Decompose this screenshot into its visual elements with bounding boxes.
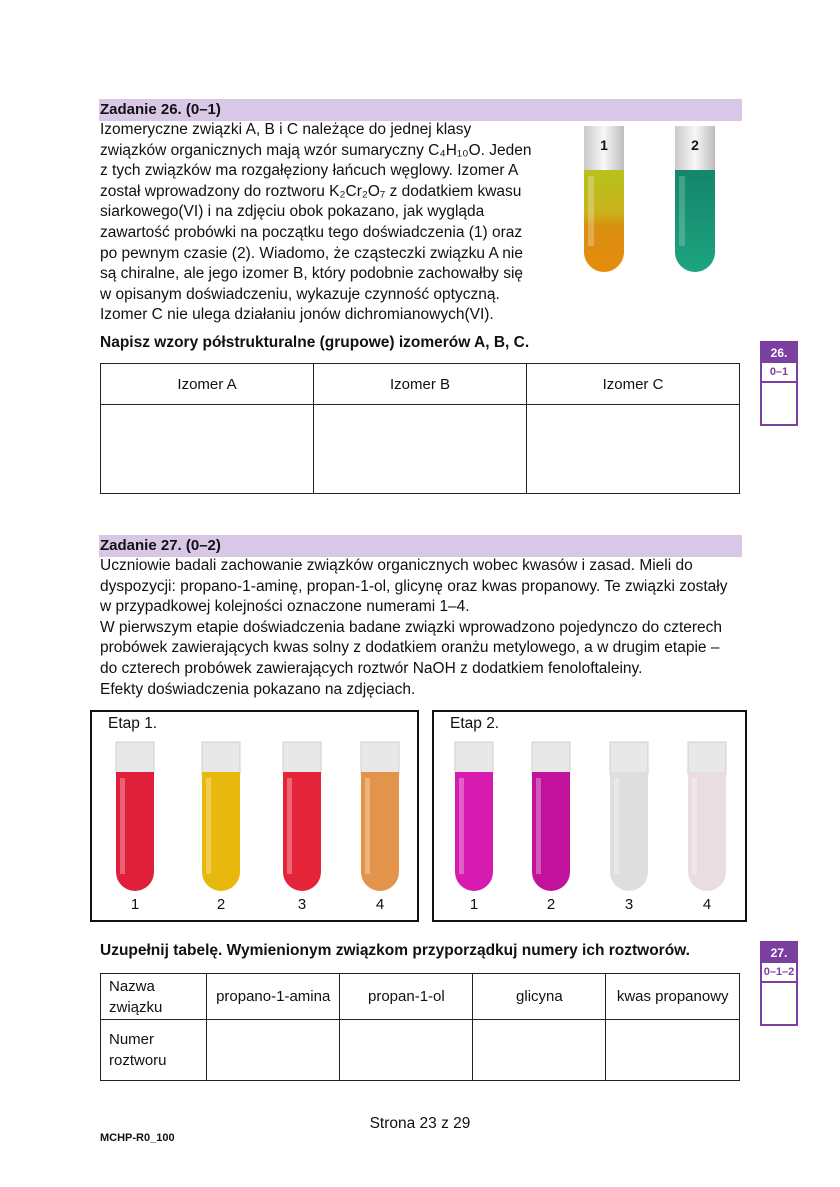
text-line: zawartość probówki na początku tego doświadczenia (1) oraz [100, 223, 523, 241]
task-26-description [100, 120, 531, 326]
test-tube [688, 742, 726, 891]
compound-header: propan-1-ol [340, 974, 473, 1020]
stage-1-tube-number: 3 [297, 896, 307, 913]
isomer-a-answer-cell[interactable] [101, 405, 314, 494]
test-tube [610, 742, 648, 891]
text-line: siarkowego(VI) i na zdjęciu obok pokazano, jak wygląda [100, 203, 485, 221]
text-line: do czterech probówek zawierających roztwór NaOH z dodatkiem fenoloftaleiny. [100, 659, 643, 677]
isomer-a-header: Izomer A [101, 364, 314, 405]
text-line: są chiralne, ale jego izomer B, który podobnie zachowałby się [100, 265, 524, 283]
test-tube [532, 742, 570, 891]
stage-1-tube-number: 4 [375, 896, 385, 913]
tube-highlight [459, 778, 464, 874]
text-line: został wprowadzony do roztworu K₂Cr₂O₇ z dodatkiem kwasu [100, 182, 522, 200]
tube-glass [532, 742, 570, 774]
tube-label-1: 1 [600, 137, 608, 153]
stage-2-label: Etap 2. [450, 715, 500, 732]
test-tube [455, 742, 493, 891]
task-27-header: Zadanie 27. (0–2) [99, 535, 742, 557]
isomer-answer-table [100, 363, 740, 494]
row-label-compound-name: Nazwa związku [101, 974, 207, 1020]
text-line: dyspozycji: propano-1-aminę, propan-1-ol, glicynę oraz kwas propanowy. Te związki zostały [100, 577, 728, 595]
text-line: związków organicznych mają wzór sumaryczny C₄H₁₀O. Jeden [100, 141, 532, 159]
compound-header: kwas propanowy [606, 974, 740, 1020]
stage-1-tube-number: 1 [130, 896, 140, 913]
compound-header: propano-1-amina [207, 974, 340, 1020]
tube-highlight [287, 778, 292, 874]
score-box-26 [760, 341, 798, 426]
text-line: Efekty doświadczenia pokazano na zdjęciach. [100, 680, 416, 698]
test-tube [116, 742, 154, 891]
tube-glass [283, 742, 321, 774]
isomer-b-header: Izomer B [314, 364, 527, 405]
score-task-number: 26. [762, 343, 796, 363]
text-line: w opisanym doświadczeniu, wykazuje czynność optyczną. [100, 285, 500, 303]
stage-2-tube-number: 3 [624, 896, 634, 913]
stage-2-tube-number: 2 [546, 896, 556, 913]
task-26-instruction: Napisz wzory półstrukturalne (grupowe) izomerów A, B, C. [100, 334, 530, 351]
text-line: probówek zawierających kwas solny z dodatkiem oranżu metylowego, a w drugim etapie – [100, 639, 720, 657]
exam-code: MCHP-R0_100 [100, 1132, 175, 1144]
tube-highlight [120, 778, 125, 874]
solution-number-cell[interactable] [207, 1020, 340, 1081]
tube-highlight [536, 778, 541, 874]
text-line: w przypadkowej kolejności oznaczone numerami 1–4. [100, 598, 470, 616]
task-26-header: Zadanie 26. (0–1) [99, 99, 742, 121]
tube-highlight [365, 778, 370, 874]
tube-highlight [614, 778, 619, 874]
stage-1-label: Etap 1. [108, 715, 158, 732]
score-points: 0–1–2 [762, 963, 796, 983]
stage-2-photo [432, 710, 747, 922]
solution-number-cell[interactable] [340, 1020, 473, 1081]
text-line: Izomeryczne związki A, B i C należące do jednej klasy [100, 121, 472, 138]
tube-glass [116, 742, 154, 774]
isomer-c-answer-cell[interactable] [527, 405, 740, 494]
row-label-solution-number: Numer roztworu [101, 1020, 207, 1081]
compound-header: glicyna [473, 974, 606, 1020]
isomer-c-header: Izomer C [527, 364, 740, 405]
stage-2-tubes [434, 712, 745, 920]
tube-glass [688, 742, 726, 774]
stage-2-tube-number: 1 [469, 896, 479, 913]
tube-glass [610, 742, 648, 774]
stage-1-tube-number: 2 [216, 896, 226, 913]
text-line: z tych związków ma rozgałęziony łańcuch węglowy. Izomer A [100, 162, 519, 180]
task-27-instruction: Uzupełnij tabelę. Wymienionym związkom przyporządkuj numery ich roztworów. [100, 942, 690, 959]
tube-highlight [692, 778, 697, 874]
solution-number-cell[interactable] [606, 1020, 740, 1081]
test-tube [283, 742, 321, 891]
task-27-description [100, 556, 727, 700]
text-line: Uczniowie badali zachowanie związków organicznych wobec kwasów i zasad. Mieli do [100, 557, 693, 574]
tube-glass [455, 742, 493, 774]
score-box-27 [760, 941, 798, 1026]
stage-1-tubes [92, 712, 417, 920]
tube-highlight [206, 778, 211, 874]
score-task-number: 27. [762, 943, 796, 963]
score-points: 0–1 [762, 363, 796, 383]
stage-1-photo [90, 710, 419, 922]
tube-glass [361, 742, 399, 774]
tube-label-2: 2 [691, 137, 699, 153]
solution-number-cell[interactable] [473, 1020, 606, 1081]
isomer-b-answer-cell[interactable] [314, 405, 527, 494]
page-number: Strona 23 z 29 [369, 1115, 471, 1132]
compound-number-table [100, 973, 740, 1081]
text-line: Izomer C nie ulega działaniu jonów dichromianowych(VI). [100, 306, 494, 324]
tube-glass [202, 742, 240, 774]
test-tube [202, 742, 240, 891]
dichromate-test-tubes-photo [552, 124, 742, 282]
test-tube [361, 742, 399, 891]
text-line: po pewnym czasie (2). Wiadomo, że cząsteczki związku A nie [100, 244, 523, 262]
text-line: W pierwszym etapie doświadczenia badane związki wprowadzono pojedynczo do czterech [100, 618, 723, 636]
stage-2-tube-number: 4 [702, 896, 712, 913]
